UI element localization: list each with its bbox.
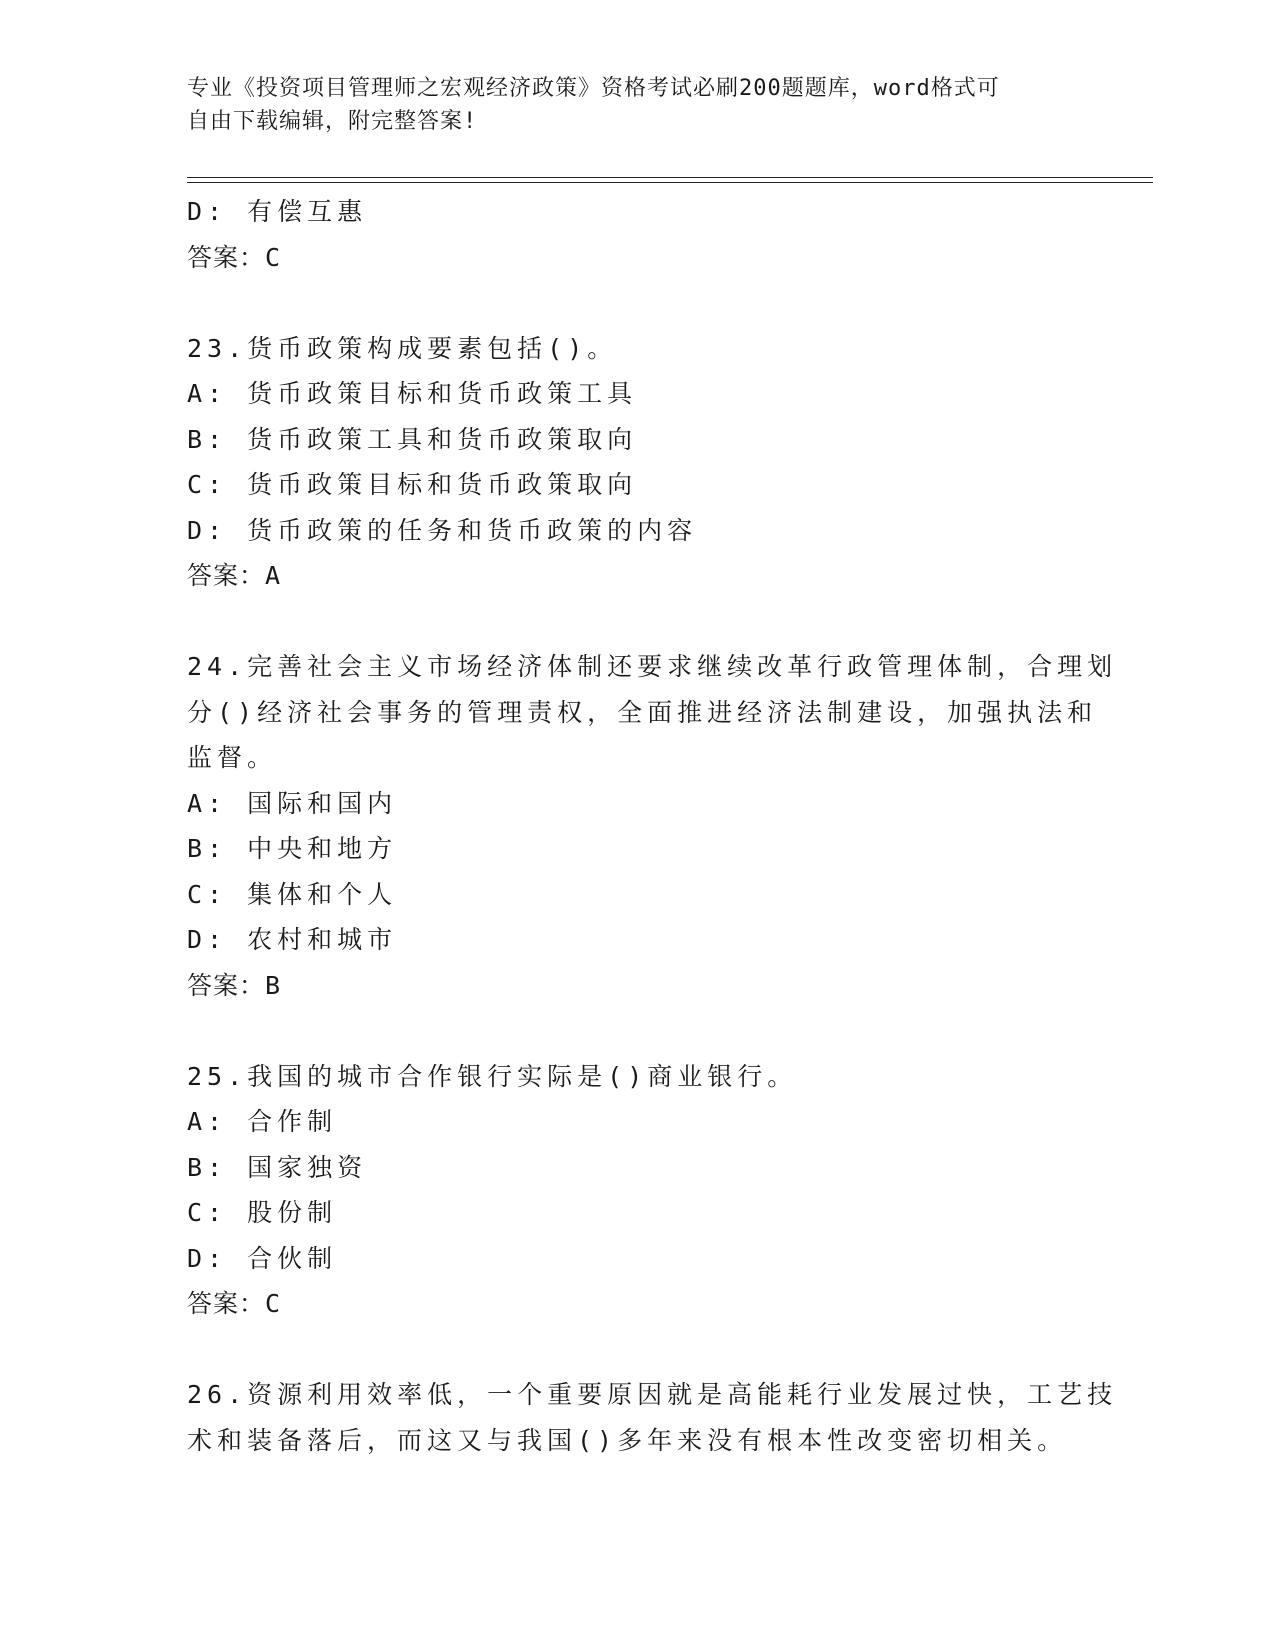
header-divider-top — [187, 177, 1153, 178]
question-23-option-d: D: 货币政策的任务和货币政策的内容 — [187, 515, 698, 545]
question-25-option-a: A: 合作制 — [187, 1107, 338, 1136]
question-26-stem-line-1: 26.资源利用效率低，一个重要原因就是高能耗行业发展过快，工艺技 — [187, 1380, 1118, 1409]
question-24-stem-line-3: 监督。 — [187, 743, 278, 772]
question-25-option-b: B: 国家独资 — [187, 1152, 368, 1182]
question-24-option-b: B: 中央和地方 — [187, 834, 398, 863]
prev-answer: 答案：C — [187, 242, 282, 272]
spacer — [187, 1008, 1087, 1054]
question-24 — [187, 644, 1118, 1008]
question-25-stem: 25.我国的城市合作银行实际是()商业银行。 — [187, 1061, 798, 1091]
spacer — [187, 599, 1087, 645]
question-25-option-d: D: 合伙制 — [187, 1243, 338, 1273]
question-23-stem: 23.货币政策构成要素包括()。 — [187, 333, 618, 363]
spacer — [187, 280, 1087, 326]
question-list — [187, 189, 1118, 1463]
question-24-option-a: A: 国际和国内 — [187, 788, 398, 818]
question-23-answer: 答案：A — [187, 561, 282, 590]
question-23-option-a: A: 货币政策目标和货币政策工具 — [187, 379, 638, 408]
document-header — [187, 72, 1067, 138]
question-24-option-c: C: 集体和个人 — [187, 879, 398, 909]
prev-option-d: D: 有偿互惠 — [187, 197, 368, 226]
question-25-option-c: C: 股份制 — [187, 1198, 338, 1227]
question-24-stem-line-2: 分()经济社会事务的管理责权，全面推进经济法制建设，加强执法和 — [187, 697, 1098, 727]
question-23-option-b: B: 货币政策工具和货币政策取向 — [187, 424, 638, 454]
question-24-option-d: D: 农村和城市 — [187, 925, 398, 954]
header-line-2: 自由下载编辑，附完整答案! — [187, 109, 478, 134]
spacer — [187, 1327, 1087, 1373]
question-24-stem-line-1: 24.完善社会主义市场经济体制还要求继续改革行政管理体制，合理划 — [187, 652, 1118, 681]
question-25 — [187, 1054, 1087, 1327]
question-26 — [187, 1372, 1118, 1463]
question-26-stem-line-2: 术和装备落后，而这又与我国()多年来没有根本性改变密切相关。 — [187, 1425, 1068, 1455]
question-23-option-c: C: 货币政策目标和货币政策取向 — [187, 470, 638, 499]
header-line-1: 专业《投资项目管理师之宏观经济政策》资格考试必刷200题题库，word格式可 — [187, 76, 1000, 101]
question-24-answer: 答案：B — [187, 970, 282, 1000]
question-23 — [187, 326, 1087, 599]
question-25-answer: 答案：C — [187, 1289, 282, 1318]
header-divider-bottom — [187, 182, 1153, 183]
